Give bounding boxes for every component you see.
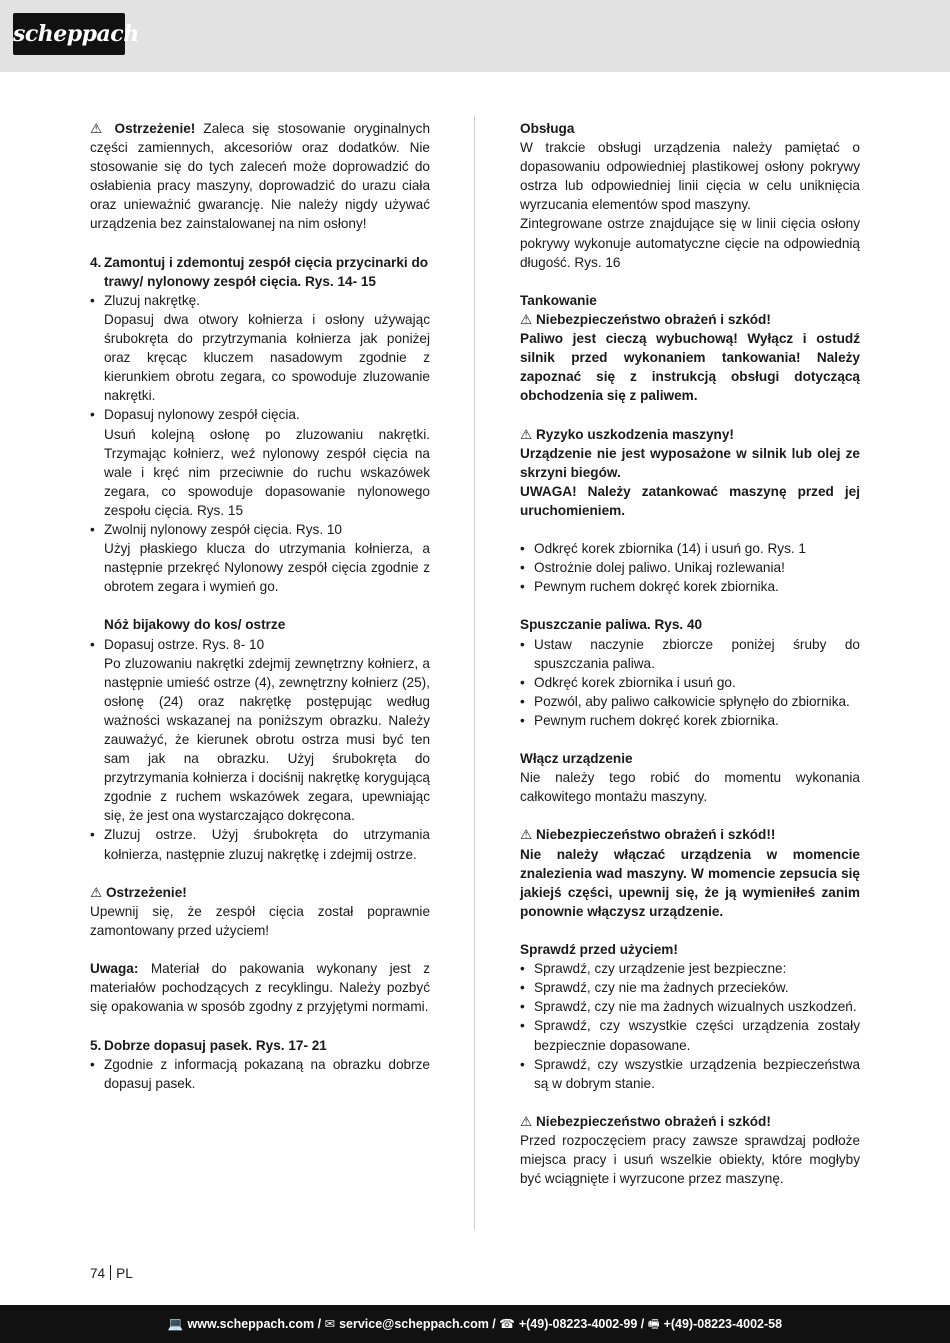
obsluga-text: Zintegrowane ostrze znajdujące się w linii cięcia osłony pokrywy wykonuje automatyczne cięcie na odpowiednią długość. Rys. 16 xyxy=(520,216,860,270)
risk-text: Urządzenie nie jest wyposażone w silnik lub olej ze skrzyni biegów. xyxy=(520,445,860,480)
list-item: • Sprawdź, czy nie ma żadnych przecieków. xyxy=(520,980,789,996)
list-item-text: Po zluzowaniu nakrętki zdejmij zewnętrzny kołnierz, a następnie umieść ostrze (4), zewnętrzny kołnierz (25), osłonę (24) oraz nakrętkę postępując według ważności wskazanej na poniższym obrazku. Należy zauważyć, że kierunek obrotu ostrza musi być ten sam jak na obrazku. Użyj śrubokręta do przytrzymania kołnierza i dociśnij nakrętkę korygującą zgodnie z ruchem wskazówek zegara, upewniając się, że jest ona wystarczająco dokręcona. xyxy=(104,655,430,824)
obsluga-text: W trakcie obsługi urządzenia należy pamiętać o dopasowaniu odpowiedniej plastikowej osłony pokrywy ostrza lub odpowiedniej linii cięcia w celu uniknięcia wyrzucania elementów spod maszyny. xyxy=(520,140,860,213)
column-divider xyxy=(474,116,475,1230)
obsluga-heading: Obsługa xyxy=(520,121,575,136)
page-number: 74 PL xyxy=(90,1266,133,1281)
list-item: • Sprawdź, czy nie ma żadnych wizualnych uszkodzeń. xyxy=(520,999,857,1015)
warning-triangle-icon: ⚠ xyxy=(520,1113,533,1129)
danger-text: Nie należy włączać urządzenia w momencie znalezienia wad maszyny. W momencie zepsucia się jakiejś części, upewnij się, że ją wymieniłeś zanim ponownie włączysz urządzenie. xyxy=(520,846,860,919)
footer-phone: +(49)-08223-4002-99 xyxy=(518,1317,638,1331)
knife-heading: Nóż bijakowy do kos/ ostrze xyxy=(104,617,286,633)
warning-triangle-icon: ⚠ xyxy=(520,426,533,442)
list-item-text: Dopasuj dwa otwory kołnierza i osłony używając śrubokręta do przytrzymania kołnierza jak poniżej oraz kręcąc kluczem nasadowym zgodnie z kierunkiem obrotu zegara, co spowoduje zluzowanie nakrętki. xyxy=(104,311,430,404)
list-item: • Zgodnie z informacją pokazaną na obrazku dobrze dopasuj pasek. xyxy=(90,1056,430,1091)
danger-heading: ⚠ Niebezpieczeństwo obrażeń i szkód!! xyxy=(520,827,776,843)
danger-heading: ⚠ Niebezpieczeństwo obrażeń i szkód! xyxy=(520,1113,771,1129)
warning-triangle-icon: ⚠ xyxy=(90,884,103,900)
list-item-text: Użyj płaskiego klucza do utrzymania kołnierza, a następnie przekręć Nylonowy zespół cięcia zgodnie z obrotem zegara i wymień go. xyxy=(104,541,430,595)
list-item: • Zwolnij nylonowy zespół cięcia. Rys. 10 xyxy=(90,521,342,537)
mail-icon: ✉ xyxy=(324,1317,336,1331)
footer-email: service@scheppach.com xyxy=(339,1317,489,1331)
risk-text: UWAGA! Należy zatankować maszynę przed jej uruchomieniem. xyxy=(520,483,860,518)
section-4-heading: 4. Zamontuj i zdemontuj zespół cięcia przycinarki do trawy/ nylonowy zespół cięcia. Rys. 14- 15 xyxy=(90,254,429,289)
left-column xyxy=(90,119,430,1093)
computer-icon: 💻 xyxy=(167,1317,184,1331)
footer-fax: +(49)-08223-4002-58 xyxy=(663,1317,783,1331)
fax-icon: 🖷 xyxy=(647,1317,660,1331)
warning-text: Upewnij się, że zespół cięcia został poprawnie zamontowany przed użyciem! xyxy=(90,903,430,938)
list-item: • Sprawdź, czy urządzenie jest bezpieczne: xyxy=(520,961,787,977)
list-item: • Zluzuj nakrętkę. xyxy=(90,292,200,308)
danger-text: Przed rozpoczęciem pracy zawsze sprawdzaj podłoże miejsca pracy i usuń wszelkie obiekty, które mogłyby być wciągnięte i wyrzucone przez maszynę. xyxy=(520,1132,860,1187)
warning-triangle-icon: ⚠ xyxy=(520,311,533,327)
list-item: • Zluzuj ostrze. Użyj śrubokręta do utrzymania kołnierza, następnie zluzuj nakrętkę i zdejmij ostrze. xyxy=(90,827,430,862)
danger-text: Paliwo jest cieczą wybuchową! Wyłącz i ostudź silnik przed wykonaniem tankowania! Należy zapoznać się z instrukcją obsługi dotyczącą obchodzenia się z paliwem. xyxy=(520,331,860,404)
switch-on-text: Nie należy tego robić do momentu wykonania całkowitego montażu maszyny. xyxy=(520,770,860,805)
footer-web: www.scheppach.com xyxy=(187,1317,315,1331)
section-5-heading: 5. Dobrze dopasuj pasek. Rys. 17- 21 xyxy=(90,1037,327,1053)
list-item: • Sprawdź, czy wszystkie części urządzenia zostały bezpiecznie dopasowane. xyxy=(520,1018,860,1053)
list-item: • Dopasuj ostrze. Rys. 8- 10 xyxy=(90,636,265,652)
list-item: • Ustaw naczynie zbiorcze poniżej śruby do spuszczania paliwa. xyxy=(520,636,860,671)
danger-heading: ⚠ Niebezpieczeństwo obrażeń i szkód! xyxy=(520,311,771,327)
note-paragraph: Uwaga: Materiał do pakowania wykonany jest z materiałów pochodzących z recyklingu. Należy pozbyć się opakowania w sposób zgodny z przyjętymi normami. xyxy=(90,961,430,1015)
right-column xyxy=(520,119,860,1188)
tank-heading: Tankowanie xyxy=(520,292,597,308)
drain-heading: Spuszczanie paliwa. Rys. 40 xyxy=(520,617,703,633)
list-item: • Pewnym ruchem dokręć korek zbiornika. xyxy=(520,712,779,728)
list-item-text: Usuń kolejną osłonę po zluzowaniu nakrętki. Trzymając kołnierz, weź nylonowy zespół cięcia na wale i kręć nim przeciwnie do ruchu wskazówek zegara, co spowoduje dopasowanie nylonowego zespołu cięcia. Rys. 15 xyxy=(104,426,430,518)
list-item: • Dopasuj nylonowy zespół cięcia. xyxy=(90,407,300,423)
list-item: • Odkręć korek zbiornika i usuń go. xyxy=(520,674,736,690)
list-item: • Pewnym ruchem dokręć korek zbiornika. xyxy=(520,579,779,595)
switch-on-heading: Włącz urządzenie xyxy=(520,751,633,767)
warning-triangle-icon: ⚠ xyxy=(520,827,533,843)
page-header xyxy=(0,0,950,72)
risk-heading: ⚠ Ryzyko uszkodzenia maszyny! xyxy=(520,426,734,442)
warning-triangle-icon: ⚠ xyxy=(90,121,107,136)
list-item: • Pozwól, aby paliwo całkowicie spłynęło do zbiornika. xyxy=(520,693,850,709)
list-item: • Sprawdź, czy wszystkie urządzenia bezpieczeństwa są w dobrym stanie. xyxy=(520,1056,860,1091)
phone-icon: ☎ xyxy=(499,1317,515,1331)
list-item: • Ostrożnie dolej paliwo. Unikaj rozlewania! xyxy=(520,560,785,576)
warning-text: Zaleca się stosowanie oryginalnych części zamiennych, akcesoriów oraz dodatków. Nie stosowanie się do tych zaleceń może doprowadzić do osłabienia pracy maszyny, doprowadzić do urazu ciała oraz unieważnić gwarancję. Nie należy nigdy używać urządzenia bez zainstalowanej na nim osłony! xyxy=(90,121,431,232)
warning-heading: ⚠ Ostrzeżenie! xyxy=(90,884,187,900)
page-footer: 💻 www.scheppach.com / ✉ service@scheppach.com / ☎ +(49)-08223-4002-99 / 🖷 +(49)-08223-4002-58 xyxy=(0,1305,950,1343)
warning-heading: ⚠ Ostrzeżenie! xyxy=(90,121,196,136)
check-heading: Sprawdź przed użyciem! xyxy=(520,942,678,958)
scheppach-logo: scheppach xyxy=(13,13,125,55)
list-item: • Odkręć korek zbiornika (14) i usuń go. Rys. 1 xyxy=(520,541,806,557)
warning-paragraph xyxy=(90,119,430,234)
